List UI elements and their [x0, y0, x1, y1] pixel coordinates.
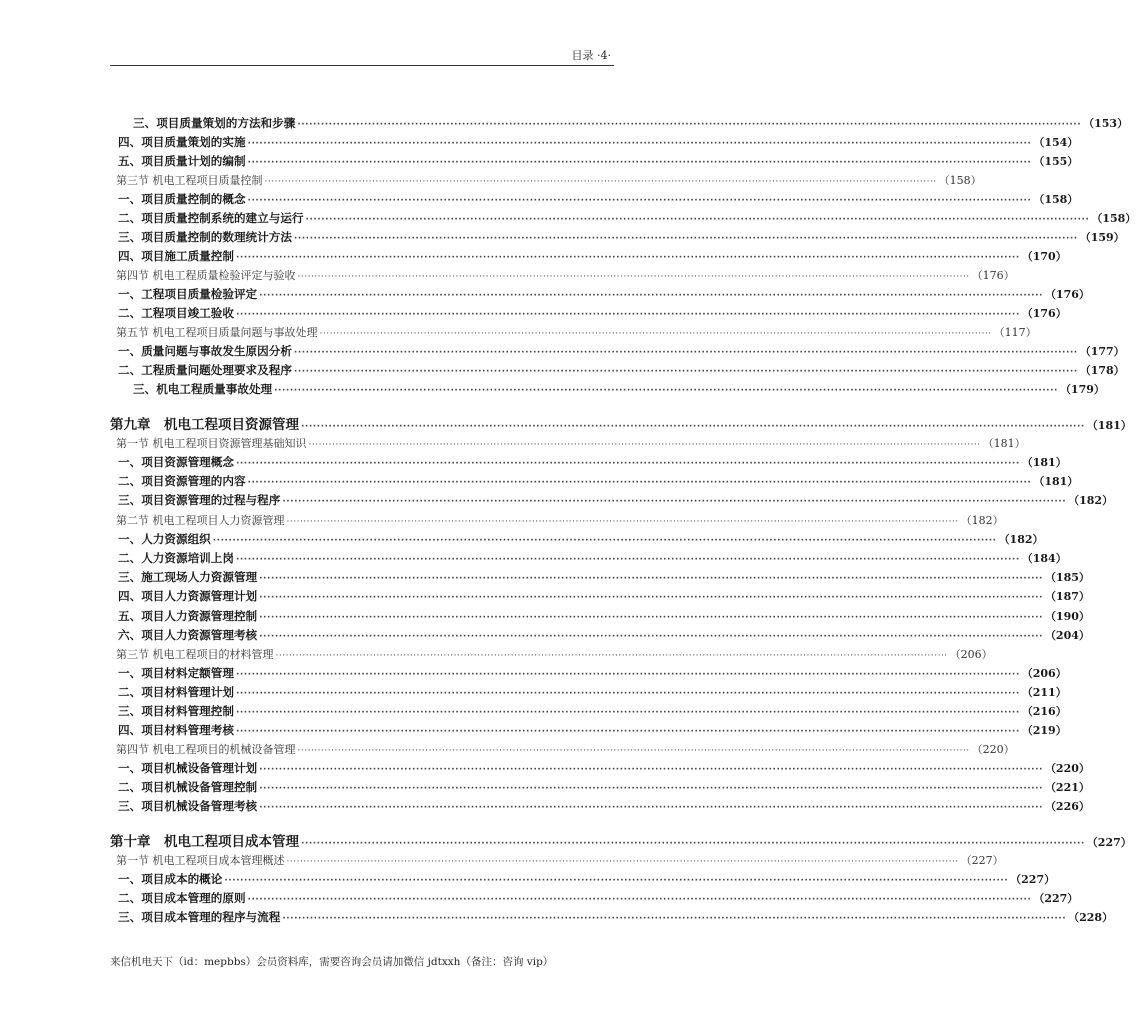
toc-item[interactable] — [118, 133, 1079, 152]
toc-entry-page: （179） — [1059, 383, 1105, 396]
toc-entry-page: （158） — [1091, 212, 1136, 225]
toc-entry-title: 六、项目人力资源管理考核 — [118, 628, 258, 642]
leader-dots: ········································································································································································································ — [235, 555, 1020, 565]
toc-entry-page: （182） — [998, 533, 1044, 546]
leader-dots: ········································································································································································································ — [297, 746, 970, 756]
toc-entry-title: 第三节 机电工程项目的材料管理 — [116, 648, 274, 661]
toc-entry-page: （227） — [1086, 836, 1132, 849]
toc-entry-title: 四、项目材料管理考核 — [118, 723, 234, 737]
toc-entry-title: 一、项目机械设备管理计划 — [118, 761, 258, 775]
toc-entry-page: （228） — [1068, 911, 1114, 924]
toc-item[interactable] — [118, 453, 1067, 472]
toc-entry-title: 四、项目人力资源管理计划 — [118, 589, 258, 603]
leader-dots: ········································································································································································································ — [259, 574, 1043, 584]
toc-section[interactable] — [116, 266, 1015, 285]
leader-dots: ········································································································································································································ — [282, 914, 1067, 924]
leader-dots: ········································································································································································································ — [259, 291, 1043, 301]
toc-item[interactable] — [118, 702, 1067, 721]
leader-dots: ········································································································································································································ — [235, 253, 1020, 263]
toc-entry-title: 三、项目质量控制的数理统计方法 — [118, 230, 292, 244]
leader-dots: ········································································································································································································ — [301, 839, 1085, 849]
toc-entry-title: 五、项目人力资源管理控制 — [118, 609, 258, 623]
leader-dots: ········································································································································································································ — [235, 708, 1020, 718]
leader-dots: ········································································································································································································ — [293, 348, 1078, 358]
leader-dots: ········································································································································································································ — [235, 459, 1020, 469]
toc-section[interactable] — [116, 511, 1004, 530]
toc-item[interactable] — [118, 626, 1090, 645]
leader-dots: ········································································································································································································ — [297, 120, 1082, 130]
toc-item[interactable] — [118, 549, 1067, 568]
toc-item[interactable] — [118, 361, 1125, 380]
toc-entry-title: 三、项目机械设备管理考核 — [118, 799, 258, 813]
toc-item[interactable] — [133, 380, 1105, 399]
leader-dots: ········································································································································································································ — [259, 613, 1043, 623]
leader-dots: ········································································································································································································ — [235, 727, 1020, 737]
toc-item[interactable] — [118, 797, 1090, 816]
leader-dots: ········································································································································································································ — [305, 215, 1090, 225]
toc-item[interactable] — [118, 228, 1125, 247]
toc-entry-title: 二、项目机械设备管理控制 — [118, 780, 258, 794]
toc-entry-page: （154） — [1033, 136, 1079, 149]
toc-entry-page: （190） — [1044, 610, 1090, 623]
toc-item[interactable] — [118, 152, 1079, 171]
leader-dots: ········································································································································································································ — [301, 422, 1085, 432]
leader-dots: ········································································································································································································ — [247, 196, 1032, 206]
leader-dots: ········································································································································································································ — [282, 497, 1067, 507]
toc-entry-title: 二、项目质量控制系统的建立与运行 — [118, 211, 304, 225]
toc-entry-page: （226） — [1044, 800, 1090, 813]
leader-dots: ········································································································································································································ — [235, 670, 1020, 680]
toc-item[interactable] — [118, 568, 1090, 587]
toc-entry-title: 二、项目材料管理计划 — [118, 685, 234, 699]
leader-dots: ········································································································································································································ — [259, 593, 1043, 603]
leader-dots: ········································································································································································································ — [259, 765, 1043, 775]
toc-entry-title: 四、项目质量策划的实施 — [118, 135, 246, 149]
toc-entry-title: 第一节 机电工程项目成本管理概述 — [116, 854, 285, 867]
leader-dots: ········································································································································································································ — [319, 329, 992, 339]
toc-item[interactable] — [118, 190, 1079, 209]
toc-section[interactable] — [116, 645, 993, 664]
page-header: 目录 ·4· — [571, 49, 611, 62]
toc-item[interactable] — [118, 908, 1114, 927]
toc-entry-page: （206） — [949, 648, 993, 661]
toc-entry-page: （153） — [1083, 117, 1129, 130]
toc-item[interactable] — [118, 759, 1090, 778]
leader-dots: ········································································································································································································ — [247, 478, 1032, 488]
toc-item[interactable] — [118, 721, 1067, 740]
toc-entry-title: 一、人力资源组织 — [118, 532, 211, 546]
toc-entry-page: （176） — [1044, 288, 1090, 301]
leader-dots: ········································································································································································································ — [247, 139, 1032, 149]
leader-dots: ········································································································································································································ — [259, 632, 1043, 642]
leader-dots: ········································································································································································································ — [224, 876, 1009, 886]
toc-item[interactable] — [118, 683, 1067, 702]
toc-entry-title: 第九章 机电工程项目资源管理 — [110, 417, 299, 433]
toc-entry-title: 第四节 机电工程质量检验评定与验收 — [116, 269, 296, 282]
toc-entry-title: 四、项目施工质量控制 — [118, 249, 234, 263]
toc-entry-page: （176） — [1021, 307, 1067, 320]
leader-dots: ········································································································································································································ — [308, 440, 981, 450]
toc-entry-title: 一、工程项目质量检验评定 — [118, 287, 258, 301]
leader-dots: ········································································································································································································ — [297, 272, 970, 282]
toc-entry-page: （227） — [1010, 873, 1056, 886]
toc-entry-title: 第五节 机电工程项目质量问题与事故处理 — [116, 326, 318, 339]
leader-dots: ········································································································································································································ — [247, 158, 1032, 168]
toc-entry-page: （170） — [1021, 250, 1067, 263]
toc-entry-page: （181） — [1021, 456, 1067, 469]
leader-dots: ········································································································································································································ — [235, 689, 1020, 699]
leader-dots: ········································································································································································································ — [286, 857, 959, 867]
toc-entry-page: （178） — [1079, 364, 1125, 377]
toc-entry-page: （177） — [1079, 345, 1125, 358]
leader-dots: ········································································································································································································ — [259, 784, 1043, 794]
toc-entry-title: 三、项目材料管理控制 — [118, 704, 234, 718]
toc-entry-title: 三、项目成本管理的程序与流程 — [118, 910, 281, 924]
toc-item[interactable] — [118, 607, 1090, 626]
leader-dots: ········································································································································································································ — [247, 895, 1032, 905]
toc-entry-title: 二、工程质量问题处理要求及程序 — [118, 363, 292, 377]
toc-entry-page: （220） — [971, 743, 1015, 756]
toc-entry-page: （158） — [1033, 193, 1079, 206]
toc-entry-page: （204） — [1044, 629, 1090, 642]
toc-item[interactable] — [118, 664, 1067, 683]
toc-entry-page: （211） — [1021, 686, 1067, 699]
toc-section[interactable] — [116, 434, 1026, 453]
toc-entry-page: （181） — [982, 437, 1026, 450]
toc-entry-page: （185） — [1044, 571, 1090, 584]
toc-entry-page: （176） — [971, 269, 1015, 282]
page-footer: 来信机电天下（id：mepbbs）会员资料库，需要咨询会员请加微信 jdtxxh（备注：咨询 vip） — [110, 956, 554, 968]
toc-entry-page: （221） — [1044, 781, 1090, 794]
toc-entry-title: 一、质量问题与事故发生原因分析 — [118, 344, 292, 358]
toc-entry-title: 二、项目资源管理的内容 — [118, 474, 246, 488]
toc-entry-title: 三、项目质量策划的方法和步骤 — [133, 116, 296, 130]
toc-entry-page: （181） — [1086, 419, 1132, 432]
toc-item[interactable] — [118, 247, 1067, 266]
toc-entry-page: （220） — [1044, 762, 1090, 775]
toc-entry-title: 第三节 机电工程项目质量控制 — [116, 174, 263, 187]
toc-entry-page: （182） — [960, 514, 1004, 527]
toc-item[interactable] — [118, 472, 1079, 491]
toc-entry-title: 二、人力资源培训上岗 — [118, 551, 234, 565]
toc-entry-page: （181） — [1033, 475, 1079, 488]
toc-entry-title: 第四节 机电工程项目的机械设备管理 — [116, 743, 296, 756]
toc-entry-page: （227） — [960, 854, 1004, 867]
leader-dots: ········································································································································································································ — [293, 234, 1078, 244]
toc-entry-title: 二、项目成本管理的原则 — [118, 891, 246, 905]
toc-entry-page: （155） — [1033, 155, 1079, 168]
toc-entry-title: 一、项目资源管理概念 — [118, 455, 234, 469]
toc-item[interactable] — [118, 889, 1079, 908]
toc-entry-title: 一、项目质量控制的概念 — [118, 192, 246, 206]
leader-dots: ········································································································································································································ — [235, 310, 1020, 320]
toc-entry-title: 三、项目资源管理的过程与程序 — [118, 493, 281, 507]
toc-item[interactable] — [133, 114, 1129, 133]
toc-section[interactable] — [116, 851, 1004, 870]
toc-entry-title: 二、工程项目竣工验收 — [118, 306, 234, 320]
leader-dots: ········································································································································································································ — [293, 367, 1078, 377]
toc-item[interactable] — [118, 587, 1090, 606]
toc-entry-title: 第二节 机电工程项目人力资源管理 — [116, 514, 285, 527]
toc-entry-page: （158） — [938, 174, 982, 187]
toc-item[interactable] — [118, 342, 1125, 361]
toc-entry-title: 一、项目材料定额管理 — [118, 666, 234, 680]
toc-entry-page: （206） — [1021, 667, 1067, 680]
toc-section[interactable] — [116, 171, 982, 190]
leader-dots: ········································································································································································································ — [275, 651, 948, 661]
toc-entry-page: （159） — [1079, 231, 1125, 244]
leader-dots: ········································································································································································································ — [259, 803, 1043, 813]
toc-entry-title: 三、机电工程质量事故处理 — [133, 382, 273, 396]
toc-item[interactable] — [118, 285, 1090, 304]
toc-entry-title: 三、施工现场人力资源管理 — [118, 570, 258, 584]
toc-chapter[interactable] — [110, 414, 1132, 436]
leader-dots: ········································································································································································································ — [274, 386, 1058, 396]
toc-entry-title: 第十章 机电工程项目成本管理 — [110, 834, 299, 850]
toc-item[interactable] — [118, 491, 1114, 510]
toc-entry-title: 五、项目质量计划的编制 — [118, 154, 246, 168]
toc-entry-page: （117） — [993, 326, 1037, 339]
toc-item[interactable] — [118, 778, 1090, 797]
leader-dots: ········································································································································································································ — [286, 517, 959, 527]
toc-entry-page: （184） — [1021, 552, 1067, 565]
toc-section[interactable] — [116, 740, 1015, 759]
toc-entry-page: （187） — [1044, 590, 1090, 603]
toc-entry-page: （216） — [1021, 705, 1067, 718]
toc-chapter[interactable] — [110, 831, 1132, 853]
toc-entry-page: （182） — [1068, 494, 1114, 507]
toc-entry-page: （227） — [1033, 892, 1079, 905]
toc-item[interactable] — [118, 530, 1044, 549]
toc-entry-title: 第一节 机电工程项目资源管理基础知识 — [116, 437, 307, 450]
leader-dots: ········································································································································································································ — [264, 177, 937, 187]
toc-item[interactable] — [118, 870, 1056, 889]
leader-dots: ········································································································································································································ — [212, 536, 997, 546]
toc-section[interactable] — [116, 323, 1037, 342]
toc-entry-title: 一、项目成本的概论 — [118, 872, 223, 886]
toc-entry-page: （219） — [1021, 724, 1067, 737]
toc-item[interactable] — [118, 304, 1067, 323]
toc-item[interactable] — [118, 209, 1136, 228]
